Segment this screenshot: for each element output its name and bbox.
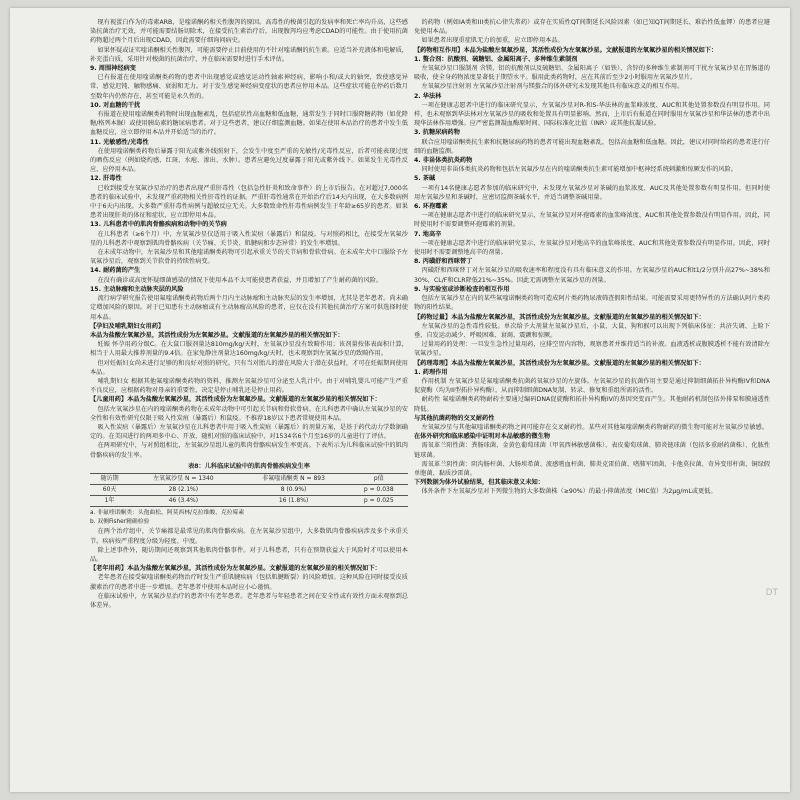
section-heading: 9. 周围神经病变 — [90, 65, 136, 73]
section-heading: 【药物过量】本品为盐酸左氧氟沙星，其活性成份为左氧氟沙星。文献报道的左氧氟沙星的相关情况如下： — [414, 313, 705, 321]
section-heading: 4. 非甾体类抗炎药物 — [414, 157, 473, 165]
paragraph: 包括左氧氟沙星在内的某些氟喹诺酮类药物可造成阿片类药物尿液筛查假阳性结果。可能需要采用更特异性的方法确认阿片类药物的阳性结果。 — [414, 295, 770, 312]
table-header-cell: 左氧氟沙星 N = 1340 — [129, 473, 237, 484]
paragraph: 在没有确诊或高度怀疑细菌感染的情况下使用本品不太可能使患者获益，并且增加了产生耐药菌的风险。 — [97, 276, 383, 284]
table-cell: 8 (0.9%) — [238, 484, 350, 495]
table-cell: 60天 — [90, 484, 129, 495]
paragraph: 左氧氟沙星与其他氟喹诺酮类药物之间可能存在交叉耐药性。某些对其他氟喹诺酮类药物耐药的微生物可能对左氧氟沙星敏感。 — [421, 423, 768, 431]
paragraph: 丙磺舒和西咪替丁对左氧氟沙星的吸收速率和程度没有具有临床意义的作用。左氧氟沙星的AUC和t1/2分别升高27%~38%和30%，CL/F和CLR降低21%~35%。因此无需调整左氧氟沙星的剂量。 — [414, 267, 770, 284]
table-row — [90, 484, 408, 495]
section-heading: 2. 华法林 — [414, 92, 442, 100]
paragraph: 一项在健康志愿者中进行的临床研究显示，左氧氟沙星对地高辛的血浆峰浓度、AUC和其他处置参数没有明显作用。因此，同时使用时不需要调整地高辛的剂量。 — [414, 239, 770, 257]
table-header-cell: 随访期 — [90, 473, 129, 484]
paragraph: 妊娠 怀孕用药分级C。在大鼠口服剂量达810mg/kg/天时，左氧氟沙星没有致畸作用；该剂量按体表面积计算，相当于人用最大推荐剂量的9.4倍。在家兔静注剂量达160mg/kg/天时，也未观察到左氧氟沙星的致畸作用。 — [90, 341, 408, 358]
paragraph: 左氧氟沙星口服制剂 含镁、铝的抗酸剂以及硫糖铝、金属阳离子（如铁）、含锌的多种维生素制剂可干扰左氧氟沙星在胃肠道的吸收，使全身药物浓度显著低于期望水平。服用此类药物时，应在其前后至少2小时服用左氧氟沙星片。 — [414, 65, 770, 82]
paragraph: 在两个治疗组中，关节痛都是最常见的肌肉骨骼疾病。在左氧氟沙星组中，大多数肌肉骨骼疾病涉及多个承重关节。疾病按严重程度分级为轻度、中度。 — [90, 528, 408, 545]
section-heading: 下列数据为体外试验结果，但其临床意义未知： — [414, 479, 544, 487]
paragraph: 如果患者出现重症肌无力的加重，应立即停用本品。 — [421, 37, 564, 45]
section-heading: 1. 药理作用 — [414, 368, 448, 376]
paragraph: 如果怀疑或证实喹诺酮相关性腹泻，可能需要停止目前使用的不针对喹诺酮的抗生素。应适当补充液体和电解质，补充蛋白质，采用针对梭菌的抗菌治疗，并在临床需要时进行手术评估。 — [90, 46, 408, 63]
table-cell: 46 (3.4%) — [129, 495, 237, 506]
section-heading: 3. 抗糖尿病药物 — [414, 129, 460, 137]
section-heading: 7. 地高辛 — [414, 230, 442, 238]
section-heading: 1. 螯合剂：抗酸剂、硫糖铝、金属阳离子、多种维生素制剂 — [414, 55, 578, 63]
paragraph: 包括左氧氟沙星在内的喹诺酮类药物在未成年动物中可引起关节病和骨软骨病。在儿科患者中确认左氧氟沙星的安全性和有效性研究仅限于吸入性炭疽（暴露后）和鼠疫。不推荐18岁以下患者常规使用本品。 — [90, 405, 408, 422]
paragraph: 一项在健康志愿者中进行的临床研究显示，左氧氟沙星对R-和S-华法林的血浆峰浓度、AUC和其他处置参数没有明显作用。同样，也未观察到华法林对左氧氟沙星的吸收和处置具有明显影响。然而，上市后有报道在同时服用左氧氟沙星和华法林的患者中出现华法林作用增强。应严密监测凝血酶原时间、国际标准化比值（INR）或其他抗凝试验。 — [414, 101, 770, 128]
table-note: a. 非氟喹诺酮类：头孢曲松、阿莫西林/克拉维酸、克拉霉素 — [90, 509, 245, 516]
document-page — [10, 8, 790, 792]
paragraph: 吸入性炭疽（暴露后）左氧氟沙星在儿科患者中用于吸入性炭疽（暴露后）的剂量方案，是基于药代动力学数据确定的。在美国进行的两项多中心、开放、随机对照的临床试验中，对1534名6个月至16岁的儿童进行了评估。 — [90, 423, 408, 441]
section-heading: 5. 茶碱 — [414, 175, 436, 183]
table-cell: 1年 — [90, 495, 129, 506]
paragraph: 已有报道在使用喹诺酮类药物的患者中出现感觉或感觉运动性轴索神经病，影响小和/或大的轴突，致使感觉异常、感觉迟钝、触物感痛、衰弱和无力。对于发生感觉神经病变症状的患者应停用本品。这些症状可能在停药后数月至数年内仍然存在，甚至可能是永久性的。 — [90, 74, 408, 100]
paragraph: 除上述事件外，随访期间还观察到其他肌肉骨骼事件。对于儿科患者，只有在预期获益大于风险时才可以使用本品。 — [90, 546, 408, 563]
paragraph: 过量用药的处理：一旦发生急性过量用药，应排空胃内容物，观察患者并维持适当的补液。血液透析或腹膜透析不能有效清除左氧氟沙星。 — [414, 341, 770, 358]
paragraph: 现有视蛋白作为的毒素ARB，是喹诺酮药相关性腹泻的原因。高毒性的梭菌引起的发病率和死亡率均升高，这些感染抗菌治疗无效，并可能需要结肠切除术，在接受抗生素治疗后，出现腹泻均应考虑CDAD的可能性。由于使用抗菌药物超过两个月后出现CDAD，因此需要仔细询问病史。 — [90, 19, 408, 45]
table-row — [90, 495, 408, 506]
paragraph: 在两项研究中，与对照组相比，左氧氟沙星组儿童的肌肉骨骼疾病发生率更高。下表所示为儿科临床试验中的肌肉骨骼疾病的发生率。 — [90, 442, 408, 459]
section-heading: 10. 对血糖的干扰 — [90, 101, 141, 109]
table-header-cell: p值 — [350, 473, 408, 484]
section-heading: 9. 与实验室或诊断检查的相互作用 — [414, 285, 510, 293]
paragraph: 同时使用非甾体类抗炎药物和包括左氧氟沙星在内的喹诺酮类抗生素可能增加中枢神经系统刺激和惊厥发作的风险。 — [421, 166, 737, 174]
paragraph: 左氧氟沙星注射剂 左氧氟沙星注射剂与镁螯合的体外研究未发现其他具有临床意义的相互作用。 — [421, 83, 684, 91]
section-heading: 14. 耐药菌的产生 — [90, 267, 141, 275]
table-note: b. 双侧Fisher精确检验 — [90, 519, 150, 526]
paragraph: 在儿科患者（≥6个月）中，左氧氟沙星仅适用于吸入性炭疽（暴露后）和鼠疫。与对照药相比，在接受左氧氟沙星的儿科患者中观察到肌肉骨骼疾病（关节痛、关节炎、肌腱病和步态异常）的发生率增加。 — [90, 230, 408, 247]
paragraph: 但对妊娠妇女尚未进行足够的和良好对照的研究。只有当对胎儿的潜在风险大于潜在获益时，才可在妊娠期间使用本品。 — [90, 359, 408, 376]
watermark: DT — [765, 588, 778, 598]
paragraph: 体外条件下左氧氟沙星对下列微生物的大多数菌株（≥90%）的最小抑菌浓度（MIC值）为2μg/mL或更低。 — [421, 488, 717, 496]
section-heading: 【老年用药】本品为盐酸左氧氟沙星，其活性成份为左氧氟沙星。文献报道的左氧氟沙星的相关情况如下： — [90, 565, 381, 573]
paragraph: 有报道在使用喹诺酮类药物时出现血糖紊乱，包括症状性高血糖和低血糖，通常发生于同时口服降糖药物（如优降糖/格列本脲）或使用胰岛素的糖尿病患者。对于这些患者，建议仔细监测血糖。如果在使用本品治疗的患者中发生低血糖反应，应立即停用本品并开始适当的治疗。 — [90, 111, 408, 137]
table-cell: p = 0.038 — [350, 484, 408, 495]
paragraph: 耐药性 氟喹诺酮类药物耐药主要通过编码DNA促旋酶和拓扑异构酶IV的基因突变而产生。其他耐药机制包括外排泵和膜通透性降低。 — [414, 396, 770, 413]
table-cell: p = 0.025 — [350, 495, 408, 506]
paragraph: 已收到接受左氧氟沙星治疗的患者出现严重肝毒性（包括急性肝炎和致命事件）的上市后报告。在对超过7,000名患者的临床试验中，未发现严重药物相关性肝毒性的证据。严重肝毒性通常在开始治疗后14天内出现，在大多数病例中于6天内出现。大多数严重肝毒性病例与超敏反应无关。大多数致命性肝毒性病例发生于年龄≥65岁的患者。如果患者出现肝炎的体征和症状，应立即停用本品。 — [90, 184, 408, 220]
section-heading: 【药理毒理】本品为盐酸左氧氟沙星，其活性成份为左氧氟沙星。文献报道的左氧氟沙星的相关情况如下： — [414, 359, 705, 367]
right-column — [414, 18, 770, 784]
section-heading: 6. 环孢霉素 — [414, 203, 448, 211]
section-heading: 本品为盐酸左氧氟沙星，其活性成份为左氧氟沙星。文献报道的左氧氟沙星的相关情况如下： — [90, 331, 344, 339]
paragraph: 在临床试验中，左氧氟沙星治疗的患者中有老年患者。老年患者与年轻患者之间在安全性或有效性方面未观察到总体差异。 — [90, 592, 408, 609]
section-heading: 12. 肝毒性 — [90, 175, 122, 183]
table-title: 表8：儿科临床试验中的肌肉骨骼疾病发生率 — [188, 462, 310, 470]
paragraph: 哺乳期妇女 根据其他氟喹诺酮类药物的资料，推测左氧氟沙星可分泌至人乳汁中。由于对哺乳婴儿可能产生严重不良反应，应根据药物对母亲的重要性，决定是停止哺乳还是停止用药。 — [90, 377, 408, 395]
paragraph: 的药物（例如IA类和III类抗心律失常药）或存在实质性QT间期延长风险因素（如已知QT间期延长、难治性低血钾）的患者应避免使用本品。 — [414, 19, 770, 36]
paragraph: 老年患者在接受氟喹诺酮类药物治疗时发生严重肌腱疾病（包括肌腱断裂）的风险增加。这种风险在同时接受皮质激素治疗的患者中进一步增加。老年患者中使用本品时应小心谨慎。 — [90, 574, 408, 591]
section-heading: 11. 光敏感性/光毒性 — [90, 138, 149, 146]
section-heading: 13. 儿科患者中的肌肉骨骼疾病和动物中的关节病 — [90, 221, 227, 229]
section-heading: 在体外研究和临床感染中证明对本品敏感的微生物 — [414, 433, 551, 441]
paragraph: 在未成年动物中，左氧氟沙星和其他喹诺酮类药物可引起承重关节的关节病和骨软骨病。在未成年犬中口服给予左氧氟沙星后，观察到关节软骨的持续性病变。 — [90, 249, 408, 266]
left-column — [90, 18, 408, 784]
section-heading: 【孕妇及哺乳期妇女用药】 — [90, 322, 165, 330]
paragraph: 需氧革兰阳性菌：粪肠球菌、金黄色葡萄球菌（甲氧西林敏感菌株）、表皮葡萄球菌、肺炎链球菌（包括多重耐药菌株）、化脓性链球菌。 — [414, 442, 770, 459]
musculoskeletal-table — [90, 473, 408, 507]
paragraph: 流行病学研究报告使用氟喹诺酮类药物后两个月内主动脉瘤和主动脉夹层的发生率增加，尤其是老年患者。尚未确定增加风险的原因。对于已知患有主动脉瘤或有主动脉瘤高风险的患者，应仅在没有其他抗菌治疗方案可供选择时使用本品。 — [90, 295, 408, 321]
paragraph: 在使用喹诺酮类药物后暴露于阳光或紫外线照射下，会发生中度至严重的光敏性/光毒性反应，后者可能表现过度的晒伤反应（例如烧灼感、红斑、水疱、渗出、水肿）。患者应避免过度暴露于阳光或紫外线下。如果发生光毒性反应，应停用本品。 — [90, 147, 408, 174]
section-heading: 【药物相互作用】本品为盐酸左氧氟沙星，其活性成份为左氧氟沙星。文献报道的左氧氟沙星的相关情况如下： — [414, 46, 718, 54]
paragraph: 左氧氟沙星的急性毒性较低。单次给予大剂量左氧氟沙星后，小鼠、大鼠、狗和猴可以出现下列临床体征：共济失调、上睑下垂、自发运动减少、呼吸困难、衰竭、震颤和惊厥。 — [414, 322, 770, 339]
paragraph: 联合应用喹诺酮类抗生素和抗糖尿病药物的患者可能出现血糖紊乱，包括高血糖和低血糖。因此，建议对同时给药的患者进行仔细的血糖监测。 — [414, 138, 770, 155]
paragraph: 需氧革兰阴性菌：阴沟肠杆菌、大肠埃希菌、流感嗜血杆菌、肺炎克雷伯菌、嗜肺军团菌、卡他莫拉菌、奇异变形杆菌、铜绿假单胞菌、黏质沙雷菌。 — [414, 460, 770, 477]
paragraph: 作用机制 左氧氟沙星是氟喹诺酮类抗菌药氧氟沙星的左旋体。左氧氟沙星的抗菌作用主要是通过抑制细菌拓扑异构酶IV和DNA促旋酶（均为II型拓扑异构酶），从而抑制细菌DNA复制、转录、修复和重组所需的活性。 — [414, 377, 770, 395]
table-cell: 28 (2.1%) — [129, 484, 237, 495]
section-heading: 8. 丙磺舒和西咪替丁 — [414, 258, 473, 266]
paragraph: 一项有14名健康志愿者参加的临床研究中，未发现左氧氟沙星对茶碱的血浆浓度、AUC及其他处置参数有明显作用。但同时使用左氧氟沙星和茶碱时，应密切监测茶碱水平，并适当调整茶碱用量。 — [414, 184, 770, 201]
section-heading: 与其他抗菌药物的交叉耐药性 — [414, 414, 495, 422]
section-heading: 【儿童用药】本品为盐酸左氧氟沙星，其活性成份为左氧氟沙星。文献报道的左氧氟沙星的相关情况如下： — [90, 396, 381, 404]
table-cell: 16 (1.8%) — [238, 495, 350, 506]
table-header-cell: 非氟喹诺酮类 N = 893 — [238, 473, 350, 484]
table-header-row — [90, 473, 408, 484]
paragraph: 一项在健康志愿者中进行的临床研究显示，左氧氟沙星对环孢霉素的血浆峰浓度、AUC和其他处置参数没有明显作用。因此，同时使用时不需要调整环孢霉素的剂量。 — [414, 212, 770, 229]
musculoskeletal-table-block — [90, 462, 408, 528]
section-heading: 15. 主动脉瘤和主动脉夹层的风险 — [90, 285, 184, 293]
